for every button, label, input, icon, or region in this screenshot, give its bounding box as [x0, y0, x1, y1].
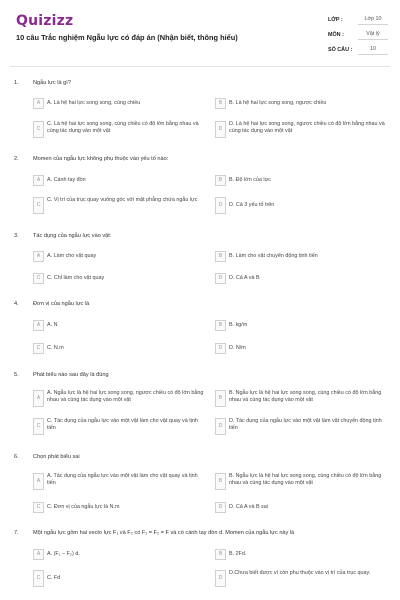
option-text: B. Là hệ hai lực song song, ngược chiều — [229, 100, 327, 106]
option-text: A. (F₁ − F₂) d. — [47, 551, 80, 557]
option-text: B. Độ lớn của lực — [229, 177, 271, 183]
option-letter-box: B — [215, 320, 226, 331]
question-text: Chọn phát biểu sai — [33, 454, 80, 460]
option-letter-box: D — [215, 121, 226, 138]
option-letter-box: D — [215, 418, 226, 435]
option-text: B. Ngẫu lực là hệ hai lực song song, cùng chiều có độ lớn bằng nhau và cùng tác dụng vào một vật — [229, 390, 382, 403]
option-text: C. Fd — [47, 575, 61, 581]
option-text: A. Cánh tay đòn — [47, 177, 86, 183]
question-number: 1. — [14, 80, 19, 86]
question-text: Phát biểu nào sau đây là đúng — [33, 372, 109, 378]
question-number: 4. — [14, 301, 19, 307]
option-letter-box: B — [215, 98, 226, 109]
option-text: C. Chỉ làm cho vật quay — [47, 275, 105, 281]
meta-class — [328, 14, 388, 26]
question-number: 3. — [14, 233, 19, 239]
option-text: D. Cả A và B — [229, 275, 260, 281]
question-text: Đơn vị của ngẫu lực là — [33, 301, 90, 307]
question-text: Tác dụng của ngẫu lực vào vật: — [33, 233, 112, 239]
meta-count-label: SỐ CÂU : — [328, 47, 353, 53]
header-divider — [10, 66, 390, 67]
option-text: D. N/m — [229, 345, 246, 351]
option-text: B. Làm cho vật chuyển động tịnh tiến — [229, 253, 318, 259]
option-text: A. Làm cho vật quay — [47, 253, 97, 259]
option-letter-box: A — [33, 251, 44, 262]
option-text: D. Cả A và B sai — [229, 504, 268, 510]
option-letter-box: A — [33, 549, 44, 560]
option-letter-box: B — [215, 390, 226, 407]
option-letter-box: D — [215, 502, 226, 513]
meta-subject-value: Vật lý — [358, 29, 388, 40]
option-letter-box: A — [33, 98, 44, 109]
option-text: B. 2Fd. — [229, 551, 247, 557]
option-letter-box: A — [33, 390, 44, 407]
question-number: 5. — [14, 372, 19, 378]
option-text: C. Là hệ hai lực song song, cùng chiều có độ lớn bằng nhau và cùng tác dụng vào một vật — [47, 121, 199, 134]
option-letter-box: B — [215, 473, 226, 490]
option-text: C. Đơn vị của ngẫu lực là N.m — [47, 504, 120, 510]
option-text: D. Cả 3 yếu tố trên — [229, 202, 275, 208]
option-text: D. Tác dụng của ngẫu lực vào một vật làm vật chuyển động tịnh tiến — [229, 418, 382, 431]
option-letter-box: C — [33, 502, 44, 513]
option-text: A. Là hệ hai lực song song, cùng chiều — [47, 100, 141, 106]
worksheet-title: 10 câu Trắc nghiệm Ngẫu lực có đáp án (Nhận biết, thông hiểu) — [16, 33, 238, 42]
option-letter-box: B — [215, 549, 226, 560]
option-letter-box: C — [33, 273, 44, 284]
option-text: B. Ngẫu lực là hệ hai lực song song, cùng chiều có độ lớn bằng nhau và cùng tác dụng vào một vật — [229, 473, 382, 486]
option-text: A. Tác dụng của ngẫu lực vào một vật làm cho vật quay và tịnh tiến — [47, 473, 198, 486]
option-text: D.Chưa biết được vì còn phụ thuộc vào vị trí của trục quay. — [229, 570, 371, 576]
question-number: 2. — [14, 156, 19, 162]
option-letter-box: C — [33, 121, 44, 138]
worksheet-header — [0, 0, 400, 66]
option-letter-box: D — [215, 343, 226, 354]
question-number: 6. — [14, 454, 19, 460]
option-letter-box: C — [33, 197, 44, 214]
option-text: C. Tác dụng của ngẫu lực vào một vật làm cho vật quay và tịnh tiến — [47, 418, 198, 431]
option-letter-box: B — [215, 251, 226, 262]
option-letter-box: D — [215, 273, 226, 284]
option-letter-box: B — [215, 175, 226, 186]
option-letter-box: C — [33, 570, 44, 587]
meta-question-count — [328, 44, 388, 56]
question-text: Momen của ngẫu lực không phụ thuộc vào yếu tố nào: — [33, 156, 169, 162]
meta-count-value: 10 — [358, 44, 388, 55]
option-letter-box: A — [33, 473, 44, 490]
question-text: Một ngẫu lực gồm hai vecto lực F₁ và F₂ có F₁ = F₂ = F và có cánh tay đòn d. Momen của ngẫu lực này là — [33, 530, 295, 536]
option-letter-box: A — [33, 175, 44, 186]
option-letter-box: C — [33, 343, 44, 354]
option-text: C. N.m — [47, 345, 64, 351]
option-letter-box: D — [215, 197, 226, 214]
option-letter-box: C — [33, 418, 44, 435]
option-text: C. Vị trí của trục quay vuông góc với mặt phẳng chứa ngẫu lực — [47, 197, 198, 203]
option-text: D. Là hệ hai lực song song, ngược chiều có độ lớn bằng nhau và cùng tác dụng vào một vật — [229, 121, 385, 134]
meta-class-value: Lớp 10 — [358, 14, 388, 25]
meta-subject — [328, 29, 388, 41]
question-text: Ngẫu lực là gì? — [33, 80, 71, 86]
option-letter-box: D — [215, 570, 226, 587]
question-number: 7. — [14, 530, 19, 536]
meta-class-label: LỚP : — [328, 17, 343, 23]
option-text: A. N — [47, 322, 58, 328]
option-text: A. Ngẫu lực là hệ hai lực song song, ngược chiều có độ lớn bằng nhau và cùng tác dụng vào một vật — [47, 390, 204, 403]
option-letter-box: A — [33, 320, 44, 331]
meta-subject-label: MÔN : — [328, 32, 344, 38]
quizizz-logo: Quizizz — [16, 13, 74, 29]
option-text: B. kg/m — [229, 322, 248, 328]
